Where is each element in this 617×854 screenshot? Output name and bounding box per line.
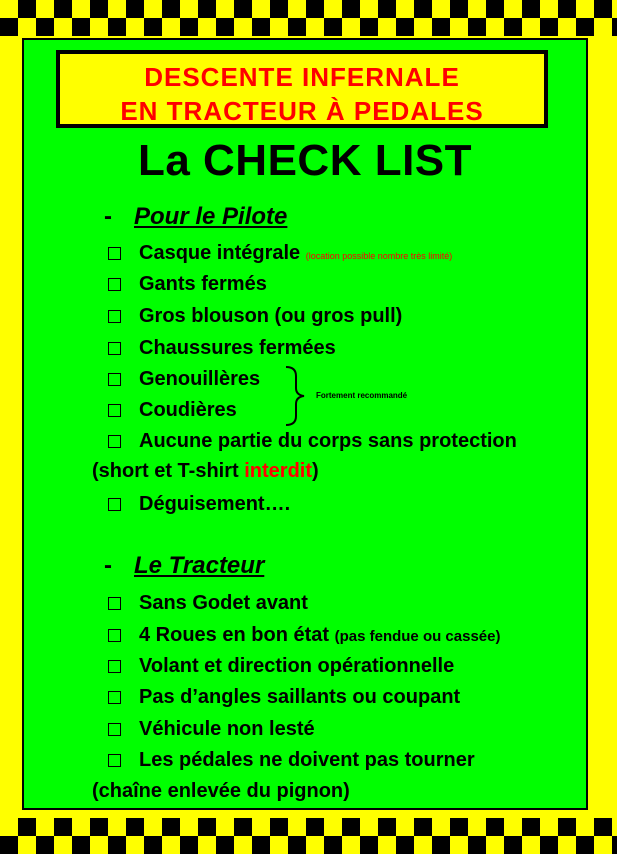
checklist-item — [108, 624, 500, 647]
checkbox-icon[interactable] — [108, 691, 121, 704]
checklist-item — [108, 399, 237, 422]
item-label: Volant et direction opérationnelle — [139, 655, 455, 677]
item-continuation — [92, 460, 319, 483]
section-dash: - — [104, 203, 112, 230]
section-title-pilote — [104, 203, 287, 231]
checkbox-icon[interactable] — [108, 373, 121, 386]
checklist-item — [108, 430, 517, 453]
item-label: Gants fermés — [139, 273, 267, 295]
checkbox-icon[interactable] — [108, 597, 121, 610]
checkered-border-top — [0, 0, 617, 36]
checkbox-icon[interactable] — [108, 629, 121, 642]
item-label: Pas d’angles saillants ou coupant — [139, 686, 461, 708]
checkbox-icon[interactable] — [108, 404, 121, 417]
checkbox-icon[interactable] — [108, 435, 121, 448]
checklist-panel — [22, 38, 588, 810]
checkbox-icon[interactable] — [108, 723, 121, 736]
section-dash: - — [104, 552, 112, 579]
checklist-item — [108, 242, 452, 265]
event-title-line-2: EN TRACTEUR À PEDALES — [120, 96, 484, 126]
item-label: Gros blouson (ou gros pull) — [139, 305, 403, 327]
event-title-line-1: DESCENTE INFERNALE — [144, 62, 460, 92]
checkbox-icon[interactable] — [108, 247, 121, 260]
checklist-item — [108, 273, 267, 296]
item-label: Sans Godet avant — [139, 592, 308, 614]
checklist-item — [108, 686, 460, 709]
forbidden-word: interdit — [244, 460, 313, 482]
item-label: Coudières — [139, 399, 237, 421]
curly-brace-icon — [282, 364, 312, 428]
checklist-item — [108, 592, 308, 615]
section-title-text: Pour le Pilote — [134, 203, 288, 230]
event-title-banner — [56, 50, 548, 128]
checkbox-icon[interactable] — [108, 498, 121, 511]
checklist-item — [108, 718, 315, 741]
checkbox-icon[interactable] — [108, 342, 121, 355]
continuation-text-end: ) — [312, 460, 319, 482]
checkbox-icon[interactable] — [108, 754, 121, 767]
checkbox-icon[interactable] — [108, 310, 121, 323]
item-note: (location possible nombre très limité) — [305, 251, 453, 261]
item-note: (pas fendue ou cassée) — [334, 628, 501, 645]
checklist-item — [108, 493, 290, 516]
checklist-item — [108, 305, 402, 328]
checklist-item — [108, 368, 260, 391]
checkbox-icon[interactable] — [108, 660, 121, 673]
checkbox-icon[interactable] — [108, 278, 121, 291]
section-title-tracteur — [104, 552, 264, 580]
item-continuation: (chaîne enlevée du pignon) — [92, 780, 350, 802]
item-label: Casque intégrale — [139, 242, 301, 264]
item-label: Déguisement…. — [139, 493, 291, 515]
item-label: 4 Roues en bon état — [139, 624, 330, 646]
section-title-text: Le Tracteur — [134, 552, 265, 579]
checkered-border-bottom — [0, 818, 617, 854]
checklist-item — [108, 337, 336, 360]
continuation-text: (short et T-shirt — [92, 460, 245, 482]
recommended-label: Fortement recommandé — [316, 391, 408, 400]
checklist-item — [108, 655, 454, 678]
item-label: Genouillères — [139, 368, 261, 390]
page-heading: La CHECK LIST — [137, 136, 473, 185]
item-label: Aucune partie du corps sans protection — [139, 430, 517, 452]
item-label: Véhicule non lesté — [139, 718, 315, 740]
item-label: Chaussures fermées — [139, 337, 336, 359]
checklist-item — [108, 749, 475, 772]
item-label: Les pédales ne doivent pas tourner — [139, 749, 475, 771]
